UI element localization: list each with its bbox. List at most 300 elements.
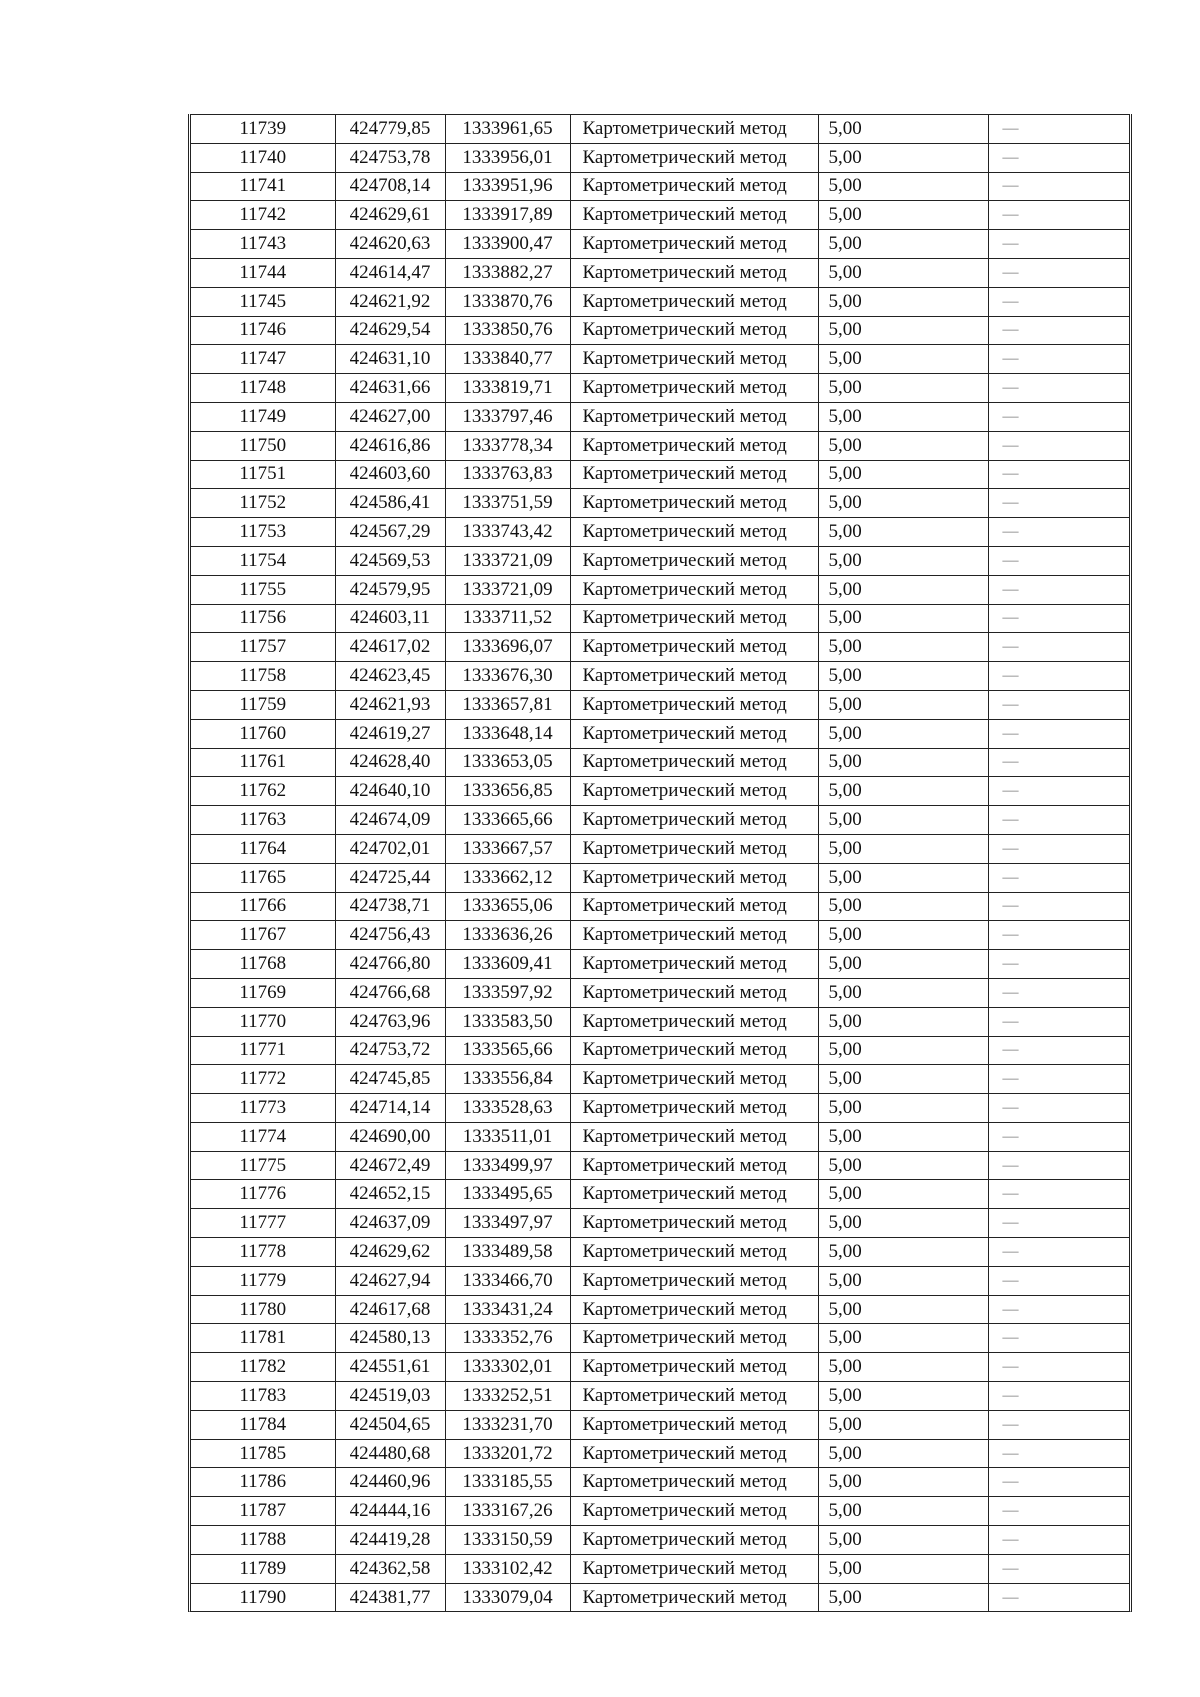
y-coordinate-cell: 1333711,52: [445, 604, 570, 633]
point-number-cell: 11767: [191, 921, 335, 950]
method-cell: Картометрический метод: [570, 1036, 818, 1065]
x-coordinate-cell: 424551,61: [335, 1353, 445, 1382]
description-cell: —: [988, 1468, 1129, 1497]
point-number-cell: 11788: [191, 1526, 335, 1555]
method-cell: Картометрический метод: [570, 489, 818, 518]
point-number-cell: 11775: [191, 1151, 335, 1180]
y-coordinate-cell: 1333657,81: [445, 690, 570, 719]
method-cell: Картометрический метод: [570, 777, 818, 806]
point-number-cell: 11774: [191, 1122, 335, 1151]
precision-cell: 5,00: [818, 863, 988, 892]
y-coordinate-cell: 1333431,24: [445, 1295, 570, 1324]
table-row: [191, 604, 1129, 633]
table-row: [191, 719, 1129, 748]
point-number-cell: 11749: [191, 402, 335, 431]
description-cell: —: [988, 546, 1129, 575]
x-coordinate-cell: 424714,14: [335, 1094, 445, 1123]
description-cell: —: [988, 1583, 1129, 1611]
description-cell: —: [988, 662, 1129, 691]
method-cell: Картометрический метод: [570, 460, 818, 489]
method-cell: Картометрический метод: [570, 748, 818, 777]
method-cell: Картометрический метод: [570, 287, 818, 316]
method-cell: Картометрический метод: [570, 518, 818, 547]
y-coordinate-cell: 1333900,47: [445, 230, 570, 259]
y-coordinate-cell: 1333352,76: [445, 1324, 570, 1353]
y-coordinate-cell: 1333185,55: [445, 1468, 570, 1497]
table-row: [191, 1439, 1129, 1468]
method-cell: Картометрический метод: [570, 1266, 818, 1295]
table-row: [191, 345, 1129, 374]
method-cell: Картометрический метод: [570, 1583, 818, 1611]
y-coordinate-cell: 1333840,77: [445, 345, 570, 374]
method-cell: Картометрический метод: [570, 1122, 818, 1151]
x-coordinate-cell: 424640,10: [335, 777, 445, 806]
method-cell: Картометрический метод: [570, 143, 818, 172]
method-cell: Картометрический метод: [570, 1007, 818, 1036]
y-coordinate-cell: 1333961,65: [445, 115, 570, 144]
table-row: [191, 1410, 1129, 1439]
y-coordinate-cell: 1333819,71: [445, 374, 570, 403]
method-cell: Картометрический метод: [570, 1238, 818, 1267]
method-cell: Картометрический метод: [570, 662, 818, 691]
precision-cell: 5,00: [818, 921, 988, 950]
table-row: [191, 1007, 1129, 1036]
table-row: [191, 950, 1129, 979]
description-cell: —: [988, 287, 1129, 316]
y-coordinate-cell: 1333497,97: [445, 1209, 570, 1238]
point-number-cell: 11751: [191, 460, 335, 489]
x-coordinate-cell: 424652,15: [335, 1180, 445, 1209]
table-row: [191, 1468, 1129, 1497]
table-row: [191, 1583, 1129, 1611]
precision-cell: 5,00: [818, 546, 988, 575]
method-cell: Картометрический метод: [570, 921, 818, 950]
precision-cell: 5,00: [818, 143, 988, 172]
point-number-cell: 11786: [191, 1468, 335, 1497]
point-number-cell: 11765: [191, 863, 335, 892]
method-cell: Картометрический метод: [570, 172, 818, 201]
description-cell: —: [988, 518, 1129, 547]
x-coordinate-cell: 424381,77: [335, 1583, 445, 1611]
table-body: [191, 115, 1129, 1612]
table-row: [191, 460, 1129, 489]
precision-cell: 5,00: [818, 1151, 988, 1180]
table-row: [191, 892, 1129, 921]
description-cell: —: [988, 1065, 1129, 1094]
description-cell: —: [988, 719, 1129, 748]
x-coordinate-cell: 424629,61: [335, 201, 445, 230]
method-cell: Картометрический метод: [570, 402, 818, 431]
description-cell: —: [988, 1526, 1129, 1555]
x-coordinate-cell: 424621,93: [335, 690, 445, 719]
point-number-cell: 11769: [191, 978, 335, 1007]
description-cell: —: [988, 1238, 1129, 1267]
point-number-cell: 11785: [191, 1439, 335, 1468]
x-coordinate-cell: 424444,16: [335, 1497, 445, 1526]
description-cell: —: [988, 950, 1129, 979]
y-coordinate-cell: 1333653,05: [445, 748, 570, 777]
table-row: [191, 748, 1129, 777]
table-row: [191, 546, 1129, 575]
description-cell: —: [988, 604, 1129, 633]
table-row: [191, 316, 1129, 345]
y-coordinate-cell: 1333956,01: [445, 143, 570, 172]
method-cell: Картометрический метод: [570, 950, 818, 979]
x-coordinate-cell: 424617,68: [335, 1295, 445, 1324]
table-row: [191, 978, 1129, 1007]
table-row: [191, 287, 1129, 316]
table-row: [191, 1094, 1129, 1123]
table-row: [191, 806, 1129, 835]
method-cell: Картометрический метод: [570, 374, 818, 403]
point-number-cell: 11754: [191, 546, 335, 575]
precision-cell: 5,00: [818, 258, 988, 287]
precision-cell: 5,00: [818, 1238, 988, 1267]
y-coordinate-cell: 1333167,26: [445, 1497, 570, 1526]
description-cell: —: [988, 115, 1129, 144]
method-cell: Картометрический метод: [570, 1324, 818, 1353]
method-cell: Картометрический метод: [570, 834, 818, 863]
point-number-cell: 11772: [191, 1065, 335, 1094]
precision-cell: 5,00: [818, 604, 988, 633]
precision-cell: 5,00: [818, 1209, 988, 1238]
table-row: [191, 834, 1129, 863]
x-coordinate-cell: 424619,27: [335, 719, 445, 748]
y-coordinate-cell: 1333150,59: [445, 1526, 570, 1555]
precision-cell: 5,00: [818, 518, 988, 547]
table-row: [191, 1526, 1129, 1555]
x-coordinate-cell: 424460,96: [335, 1468, 445, 1497]
precision-cell: 5,00: [818, 1094, 988, 1123]
x-coordinate-cell: 424756,43: [335, 921, 445, 950]
x-coordinate-cell: 424519,03: [335, 1382, 445, 1411]
point-number-cell: 11778: [191, 1238, 335, 1267]
y-coordinate-cell: 1333252,51: [445, 1382, 570, 1411]
x-coordinate-cell: 424763,96: [335, 1007, 445, 1036]
table-row: [191, 1266, 1129, 1295]
point-number-cell: 11771: [191, 1036, 335, 1065]
x-coordinate-cell: 424702,01: [335, 834, 445, 863]
y-coordinate-cell: 1333655,06: [445, 892, 570, 921]
method-cell: Картометрический метод: [570, 431, 818, 460]
point-number-cell: 11789: [191, 1554, 335, 1583]
x-coordinate-cell: 424621,92: [335, 287, 445, 316]
description-cell: —: [988, 1554, 1129, 1583]
y-coordinate-cell: 1333662,12: [445, 863, 570, 892]
description-cell: —: [988, 633, 1129, 662]
table-row: [191, 1554, 1129, 1583]
point-number-cell: 11742: [191, 201, 335, 230]
description-cell: —: [988, 863, 1129, 892]
table-row: [191, 1353, 1129, 1382]
method-cell: Картометрический метод: [570, 575, 818, 604]
point-number-cell: 11753: [191, 518, 335, 547]
table-row: [191, 1324, 1129, 1353]
point-number-cell: 11757: [191, 633, 335, 662]
description-cell: —: [988, 374, 1129, 403]
x-coordinate-cell: 424620,63: [335, 230, 445, 259]
x-coordinate-cell: 424419,28: [335, 1526, 445, 1555]
x-coordinate-cell: 424779,85: [335, 115, 445, 144]
y-coordinate-cell: 1333797,46: [445, 402, 570, 431]
precision-cell: 5,00: [818, 172, 988, 201]
point-number-cell: 11762: [191, 777, 335, 806]
precision-cell: 5,00: [818, 1554, 988, 1583]
y-coordinate-cell: 1333489,58: [445, 1238, 570, 1267]
method-cell: Картометрический метод: [570, 1151, 818, 1180]
x-coordinate-cell: 424766,80: [335, 950, 445, 979]
point-number-cell: 11781: [191, 1324, 335, 1353]
table-row: [191, 431, 1129, 460]
x-coordinate-cell: 424603,60: [335, 460, 445, 489]
y-coordinate-cell: 1333882,27: [445, 258, 570, 287]
x-coordinate-cell: 424586,41: [335, 489, 445, 518]
table-row: [191, 172, 1129, 201]
x-coordinate-cell: 424766,68: [335, 978, 445, 1007]
x-coordinate-cell: 424753,78: [335, 143, 445, 172]
precision-cell: 5,00: [818, 489, 988, 518]
x-coordinate-cell: 424567,29: [335, 518, 445, 547]
point-number-cell: 11790: [191, 1583, 335, 1611]
table-row: [191, 1295, 1129, 1324]
description-cell: —: [988, 201, 1129, 230]
description-cell: —: [988, 1382, 1129, 1411]
y-coordinate-cell: 1333609,41: [445, 950, 570, 979]
precision-cell: 5,00: [818, 777, 988, 806]
x-coordinate-cell: 424629,62: [335, 1238, 445, 1267]
y-coordinate-cell: 1333696,07: [445, 633, 570, 662]
x-coordinate-cell: 424631,10: [335, 345, 445, 374]
precision-cell: 5,00: [818, 690, 988, 719]
point-number-cell: 11766: [191, 892, 335, 921]
description-cell: —: [988, 402, 1129, 431]
description-cell: —: [988, 1007, 1129, 1036]
y-coordinate-cell: 1333511,01: [445, 1122, 570, 1151]
method-cell: Картометрический метод: [570, 1209, 818, 1238]
x-coordinate-cell: 424631,66: [335, 374, 445, 403]
point-number-cell: 11747: [191, 345, 335, 374]
y-coordinate-cell: 1333751,59: [445, 489, 570, 518]
precision-cell: 5,00: [818, 402, 988, 431]
point-number-cell: 11740: [191, 143, 335, 172]
description-cell: —: [988, 978, 1129, 1007]
x-coordinate-cell: 424580,13: [335, 1324, 445, 1353]
table-row: [191, 258, 1129, 287]
point-number-cell: 11779: [191, 1266, 335, 1295]
description-cell: —: [988, 460, 1129, 489]
precision-cell: 5,00: [818, 834, 988, 863]
precision-cell: 5,00: [818, 1497, 988, 1526]
method-cell: Картометрический метод: [570, 719, 818, 748]
description-cell: —: [988, 575, 1129, 604]
description-cell: —: [988, 1036, 1129, 1065]
precision-cell: 5,00: [818, 1065, 988, 1094]
table-row: [191, 1209, 1129, 1238]
precision-cell: 5,00: [818, 1036, 988, 1065]
method-cell: Картометрический метод: [570, 1094, 818, 1123]
table-row: [191, 575, 1129, 604]
point-number-cell: 11763: [191, 806, 335, 835]
coordinates-table-frame: [188, 114, 1132, 1612]
precision-cell: 5,00: [818, 460, 988, 489]
precision-cell: 5,00: [818, 806, 988, 835]
point-number-cell: 11756: [191, 604, 335, 633]
y-coordinate-cell: 1333917,89: [445, 201, 570, 230]
precision-cell: 5,00: [818, 1180, 988, 1209]
point-number-cell: 11743: [191, 230, 335, 259]
x-coordinate-cell: 424627,94: [335, 1266, 445, 1295]
method-cell: Картометрический метод: [570, 1353, 818, 1382]
description-cell: —: [988, 1266, 1129, 1295]
description-cell: —: [988, 172, 1129, 201]
y-coordinate-cell: 1333597,92: [445, 978, 570, 1007]
point-number-cell: 11777: [191, 1209, 335, 1238]
y-coordinate-cell: 1333466,70: [445, 1266, 570, 1295]
point-number-cell: 11744: [191, 258, 335, 287]
y-coordinate-cell: 1333667,57: [445, 834, 570, 863]
table-row: [191, 201, 1129, 230]
description-cell: —: [988, 690, 1129, 719]
x-coordinate-cell: 424725,44: [335, 863, 445, 892]
method-cell: Картометрический метод: [570, 230, 818, 259]
precision-cell: 5,00: [818, 748, 988, 777]
point-number-cell: 11739: [191, 115, 335, 144]
x-coordinate-cell: 424480,68: [335, 1439, 445, 1468]
x-coordinate-cell: 424504,65: [335, 1410, 445, 1439]
y-coordinate-cell: 1333499,97: [445, 1151, 570, 1180]
method-cell: Картометрический метод: [570, 690, 818, 719]
description-cell: —: [988, 806, 1129, 835]
table-row: [191, 1065, 1129, 1094]
precision-cell: 5,00: [818, 1353, 988, 1382]
precision-cell: 5,00: [818, 978, 988, 1007]
table-row: [191, 1382, 1129, 1411]
precision-cell: 5,00: [818, 719, 988, 748]
description-cell: —: [988, 1324, 1129, 1353]
precision-cell: 5,00: [818, 1583, 988, 1611]
point-number-cell: 11748: [191, 374, 335, 403]
precision-cell: 5,00: [818, 1122, 988, 1151]
table-row: [191, 518, 1129, 547]
point-number-cell: 11782: [191, 1353, 335, 1382]
description-cell: —: [988, 143, 1129, 172]
table-row: [191, 1036, 1129, 1065]
y-coordinate-cell: 1333528,63: [445, 1094, 570, 1123]
description-cell: —: [988, 777, 1129, 806]
x-coordinate-cell: 424637,09: [335, 1209, 445, 1238]
method-cell: Картометрический метод: [570, 1497, 818, 1526]
x-coordinate-cell: 424362,58: [335, 1554, 445, 1583]
point-number-cell: 11787: [191, 1497, 335, 1526]
method-cell: Картометрический метод: [570, 1295, 818, 1324]
method-cell: Картометрический метод: [570, 806, 818, 835]
precision-cell: 5,00: [818, 1439, 988, 1468]
y-coordinate-cell: 1333870,76: [445, 287, 570, 316]
y-coordinate-cell: 1333636,26: [445, 921, 570, 950]
table-row: [191, 143, 1129, 172]
description-cell: —: [988, 489, 1129, 518]
x-coordinate-cell: 424627,00: [335, 402, 445, 431]
point-number-cell: 11768: [191, 950, 335, 979]
point-number-cell: 11761: [191, 748, 335, 777]
description-cell: —: [988, 1410, 1129, 1439]
description-cell: —: [988, 1295, 1129, 1324]
x-coordinate-cell: 424628,40: [335, 748, 445, 777]
table-row: [191, 690, 1129, 719]
precision-cell: 5,00: [818, 345, 988, 374]
description-cell: —: [988, 748, 1129, 777]
x-coordinate-cell: 424738,71: [335, 892, 445, 921]
y-coordinate-cell: 1333565,66: [445, 1036, 570, 1065]
precision-cell: 5,00: [818, 1526, 988, 1555]
point-number-cell: 11773: [191, 1094, 335, 1123]
description-cell: —: [988, 345, 1129, 374]
description-cell: —: [988, 834, 1129, 863]
table-row: [191, 374, 1129, 403]
precision-cell: 5,00: [818, 374, 988, 403]
point-number-cell: 11784: [191, 1410, 335, 1439]
y-coordinate-cell: 1333665,66: [445, 806, 570, 835]
table-row: [191, 662, 1129, 691]
x-coordinate-cell: 424603,11: [335, 604, 445, 633]
table-row: [191, 777, 1129, 806]
description-cell: —: [988, 1180, 1129, 1209]
description-cell: —: [988, 258, 1129, 287]
x-coordinate-cell: 424672,49: [335, 1151, 445, 1180]
method-cell: Картометрический метод: [570, 258, 818, 287]
x-coordinate-cell: 424623,45: [335, 662, 445, 691]
method-cell: Картометрический метод: [570, 863, 818, 892]
table-row: [191, 402, 1129, 431]
y-coordinate-cell: 1333676,30: [445, 662, 570, 691]
y-coordinate-cell: 1333556,84: [445, 1065, 570, 1094]
y-coordinate-cell: 1333778,34: [445, 431, 570, 460]
point-number-cell: 11755: [191, 575, 335, 604]
table-row: [191, 1122, 1129, 1151]
precision-cell: 5,00: [818, 575, 988, 604]
x-coordinate-cell: 424745,85: [335, 1065, 445, 1094]
table-row: [191, 115, 1129, 144]
description-cell: —: [988, 921, 1129, 950]
y-coordinate-cell: 1333721,09: [445, 546, 570, 575]
method-cell: Картометрический метод: [570, 546, 818, 575]
method-cell: Картометрический метод: [570, 1065, 818, 1094]
method-cell: Картометрический метод: [570, 1410, 818, 1439]
description-cell: —: [988, 431, 1129, 460]
y-coordinate-cell: 1333763,83: [445, 460, 570, 489]
y-coordinate-cell: 1333231,70: [445, 1410, 570, 1439]
method-cell: Картометрический метод: [570, 1468, 818, 1497]
precision-cell: 5,00: [818, 1295, 988, 1324]
precision-cell: 5,00: [818, 201, 988, 230]
y-coordinate-cell: 1333743,42: [445, 518, 570, 547]
x-coordinate-cell: 424690,00: [335, 1122, 445, 1151]
precision-cell: 5,00: [818, 1324, 988, 1353]
table-row: [191, 1497, 1129, 1526]
method-cell: Картометрический метод: [570, 316, 818, 345]
x-coordinate-cell: 424708,14: [335, 172, 445, 201]
precision-cell: 5,00: [818, 287, 988, 316]
x-coordinate-cell: 424616,86: [335, 431, 445, 460]
table-row: [191, 921, 1129, 950]
point-number-cell: 11758: [191, 662, 335, 691]
description-cell: —: [988, 892, 1129, 921]
description-cell: —: [988, 1439, 1129, 1468]
point-number-cell: 11783: [191, 1382, 335, 1411]
y-coordinate-cell: 1333302,01: [445, 1353, 570, 1382]
point-number-cell: 11745: [191, 287, 335, 316]
table-row: [191, 633, 1129, 662]
